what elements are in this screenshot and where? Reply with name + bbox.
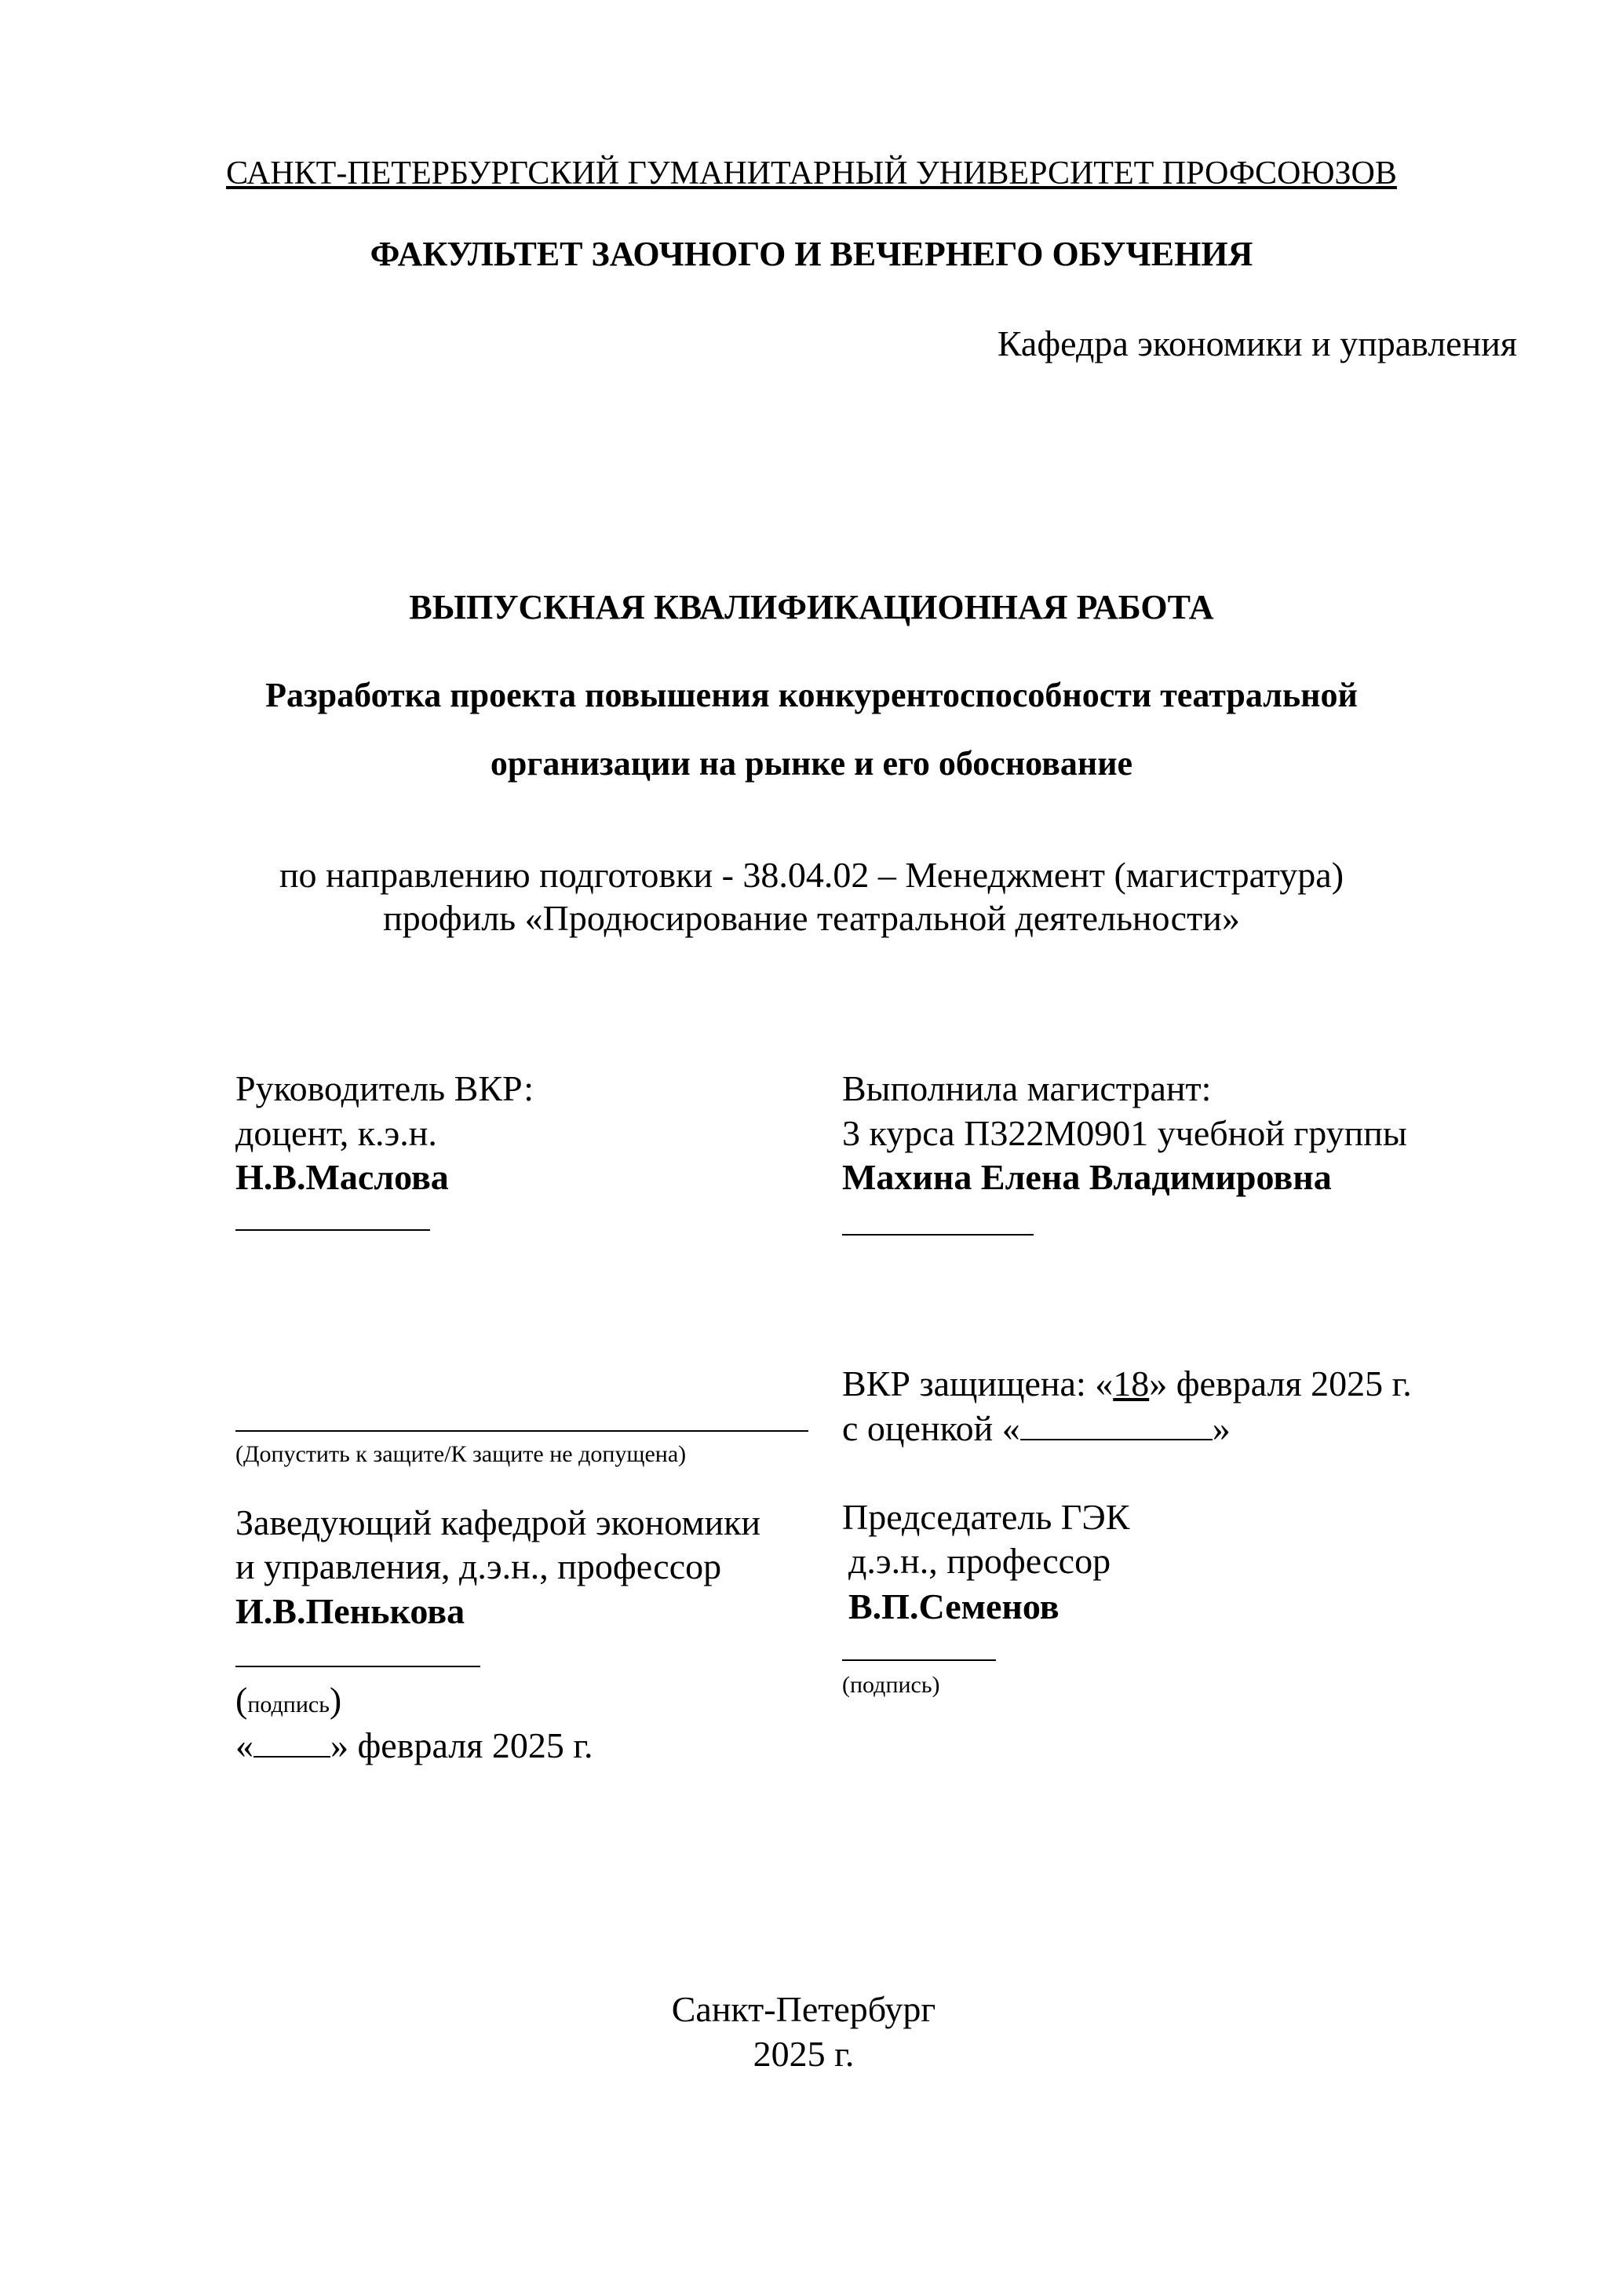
defense-day: 18 (1113, 1363, 1150, 1404)
university-name: САНКТ-ПЕТЕРБУРГСКИЙ ГУМАНИТАРНЫЙ УНИВЕРСИТЕТ ПРОФСОЮЗОВ (226, 155, 1397, 192)
footer-city: Санкт-Петербург (671, 1989, 936, 2029)
supervisor-signature-line (235, 1229, 430, 1231)
chairman-position: д.э.н., профессор (848, 1541, 1111, 1581)
head-signature-label: подпись (247, 1692, 330, 1717)
student-name: Махина Елена Владимировна (842, 1157, 1332, 1197)
head-signature-line (235, 1666, 480, 1667)
work-type-title: ВЫПУСКНАЯ КВАЛИФИКАЦИОННАЯ РАБОТА (409, 588, 1214, 626)
supervisor-name: Н.В.Маслова (235, 1157, 449, 1197)
head-name: И.В.Пенькова (235, 1591, 465, 1631)
defense-date (842, 1363, 1412, 1404)
chairman-signature-line (842, 1659, 996, 1661)
topic-line-1: Разработка проекта повышения конкурентоспособности театральной (265, 676, 1358, 714)
department-name: Кафедра экономики и управления (997, 323, 1517, 363)
defense-prefix: ВКР защищена: « (842, 1363, 1114, 1404)
chairman-name: В.П.Семенов (848, 1586, 1060, 1626)
head-date-day-blank (253, 1729, 330, 1758)
grade-suffix: » (1212, 1408, 1231, 1448)
chairman-signature-label: (подпись) (842, 1672, 940, 1698)
head-date-open: « (235, 1725, 253, 1765)
admission-note: (Допустить к защите/К защите не допущена) (235, 1441, 687, 1467)
head-signature-caption: (подпись) (235, 1680, 342, 1720)
student-signature-line (842, 1234, 1034, 1236)
student-group: 3 курса П322М0901 учебной группы (842, 1113, 1407, 1153)
head-title-line-2: и управления, д.э.н., профессор (235, 1546, 722, 1586)
supervisor-position: доцент, к.э.н. (235, 1113, 437, 1153)
supervisor-label: Руководитель ВКР: (235, 1068, 534, 1108)
defense-suffix: » февраля 2025 г. (1149, 1363, 1412, 1404)
defense-grade (842, 1408, 1231, 1448)
head-date-close: » февраля 2025 г. (330, 1725, 593, 1765)
student-label: Выполнила магистрант: (842, 1068, 1212, 1108)
grade-blank (1020, 1411, 1213, 1440)
topic-line-2: организации на рынке и его обоснование (490, 744, 1133, 783)
admission-decision-line (235, 1430, 808, 1432)
head-date (235, 1725, 593, 1765)
chairman-label: Председатель ГЭК (842, 1497, 1130, 1537)
faculty-name: ФАКУЛЬТЕТ ЗАОЧНОГО И ВЕЧЕРНЕГО ОБУЧЕНИЯ (370, 235, 1253, 273)
head-title-line-1: Заведующий кафедрой экономики (235, 1502, 761, 1542)
grade-prefix: с оценкой « (842, 1408, 1020, 1448)
footer-year: 2025 г. (753, 2034, 855, 2074)
profile-text: профиль «Продюсирование театральной деятельности» (383, 898, 1240, 938)
direction-text: по направлению подготовки - 38.04.02 – Менеджмент (магистратура) (279, 855, 1344, 895)
